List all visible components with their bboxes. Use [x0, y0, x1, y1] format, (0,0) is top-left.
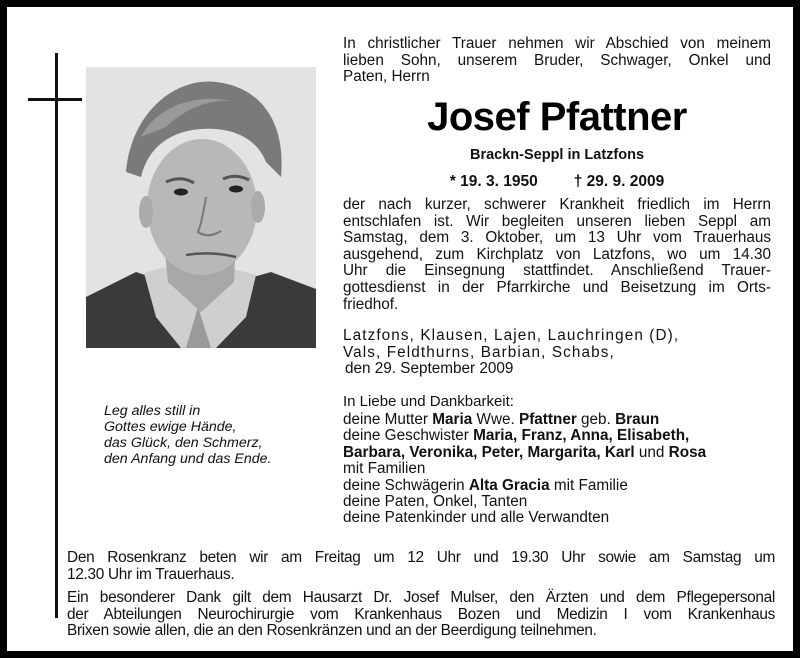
family-list	[343, 412, 771, 527]
places-line: Latzfons, Klausen, Lajen, Lauchringen (D),	[343, 327, 680, 344]
cross-icon-bar	[28, 98, 82, 101]
family-siblings-suffix: mit Familien	[343, 460, 426, 478]
body-line: ausgehend, zum Kirchplatz von Latzfons, wo um 14.30	[343, 245, 771, 263]
body-line: friedhof.	[343, 295, 399, 313]
family-godchildren: deine Patenkinder und alle Verwandten	[343, 509, 610, 527]
family-godparents: deine Paten, Onkel, Tanten	[343, 493, 528, 511]
family-mother: deine Mutter Maria Wwe. Pfattner geb. Braun	[343, 411, 660, 428]
body-line: Uhr die Einsegnung stattfindet. Anschließend Trauer-	[343, 262, 771, 280]
rosary-line: Den Rosenkranz beten wir am Freitag um 12 Uhr und 19.30 Uhr sowie am Samstag um	[67, 549, 775, 566]
deceased-name: Josef Pfattner	[427, 95, 687, 139]
portrait-photo	[86, 67, 316, 348]
family-siblings-cont: Barbara, Veronika, Peter, Margarita, Karl und Rosa	[343, 443, 707, 461]
poem-line: Gottes ewige Hände,	[104, 419, 237, 435]
rosary-line: 12.30 Uhr im Trauerhaus.	[67, 565, 235, 583]
place-date: den 29. September 2009	[345, 360, 514, 378]
gratitude-line: der Abteilungen Neurochirurgie vom Krankenhaus Bozen und Medizin I vom Krankenhaus	[67, 605, 775, 623]
family-sister-in-law: deine Schwägerin Alta Gracia mit Familie	[343, 476, 628, 494]
places-line: Vals, Feldthurns, Barbian, Schabs,	[343, 343, 615, 361]
birth-date: * 19. 3. 1950	[449, 173, 538, 190]
poem-line: das Glück, den Schmerz,	[104, 435, 263, 451]
body-line: Samstag, dem 3. Oktober, um 13 Uhr vom Trauerhaus	[343, 229, 771, 247]
intro-line: In christlicher Trauer nehmen wir Abschied von meinem	[343, 35, 771, 52]
poem-line: Leg alles still in	[104, 403, 201, 419]
death-date: † 29. 9. 2009	[573, 173, 665, 190]
funeral-details	[343, 197, 771, 313]
body-line: gottesdienst in der Pfarrkirche und Beisetzung im Orts-	[343, 278, 771, 296]
intro-text	[343, 36, 771, 86]
poem-line: den Anfang und das Ende.	[104, 451, 272, 467]
places-and-date	[343, 328, 771, 378]
gratitude-line: Brixen sowie allen, die an den Rosenkränzen und an der Beerdigung teilnehmen.	[67, 622, 597, 640]
cross-icon	[55, 53, 58, 618]
nickname: Brackn-Seppl in Latzfons	[469, 147, 645, 163]
body-line: der nach kurzer, schwerer Krankheit friedlich im Herrn	[343, 196, 771, 213]
rosary-note	[67, 550, 775, 583]
poem	[104, 403, 324, 467]
thanks-heading: In Liebe und Dankbarkeit:	[343, 393, 514, 410]
body-line: entschlafen ist. Wir begleiten unseren lieben Seppl am	[343, 212, 771, 230]
intro-line: Paten, Herrn	[343, 68, 430, 85]
family-siblings: deine Geschwister Maria, Franz, Anna, Elisabeth,	[343, 427, 690, 445]
gratitude-line: Ein besonderer Dank gilt dem Hausarzt Dr. Josef Mulser, den Ärzten und dem Pflegepersonal	[67, 589, 775, 606]
intro-line: lieben Sohn, unserem Bruder, Schwager, Onkel und	[343, 51, 771, 69]
gratitude-note	[67, 590, 775, 640]
life-dates	[343, 172, 771, 192]
